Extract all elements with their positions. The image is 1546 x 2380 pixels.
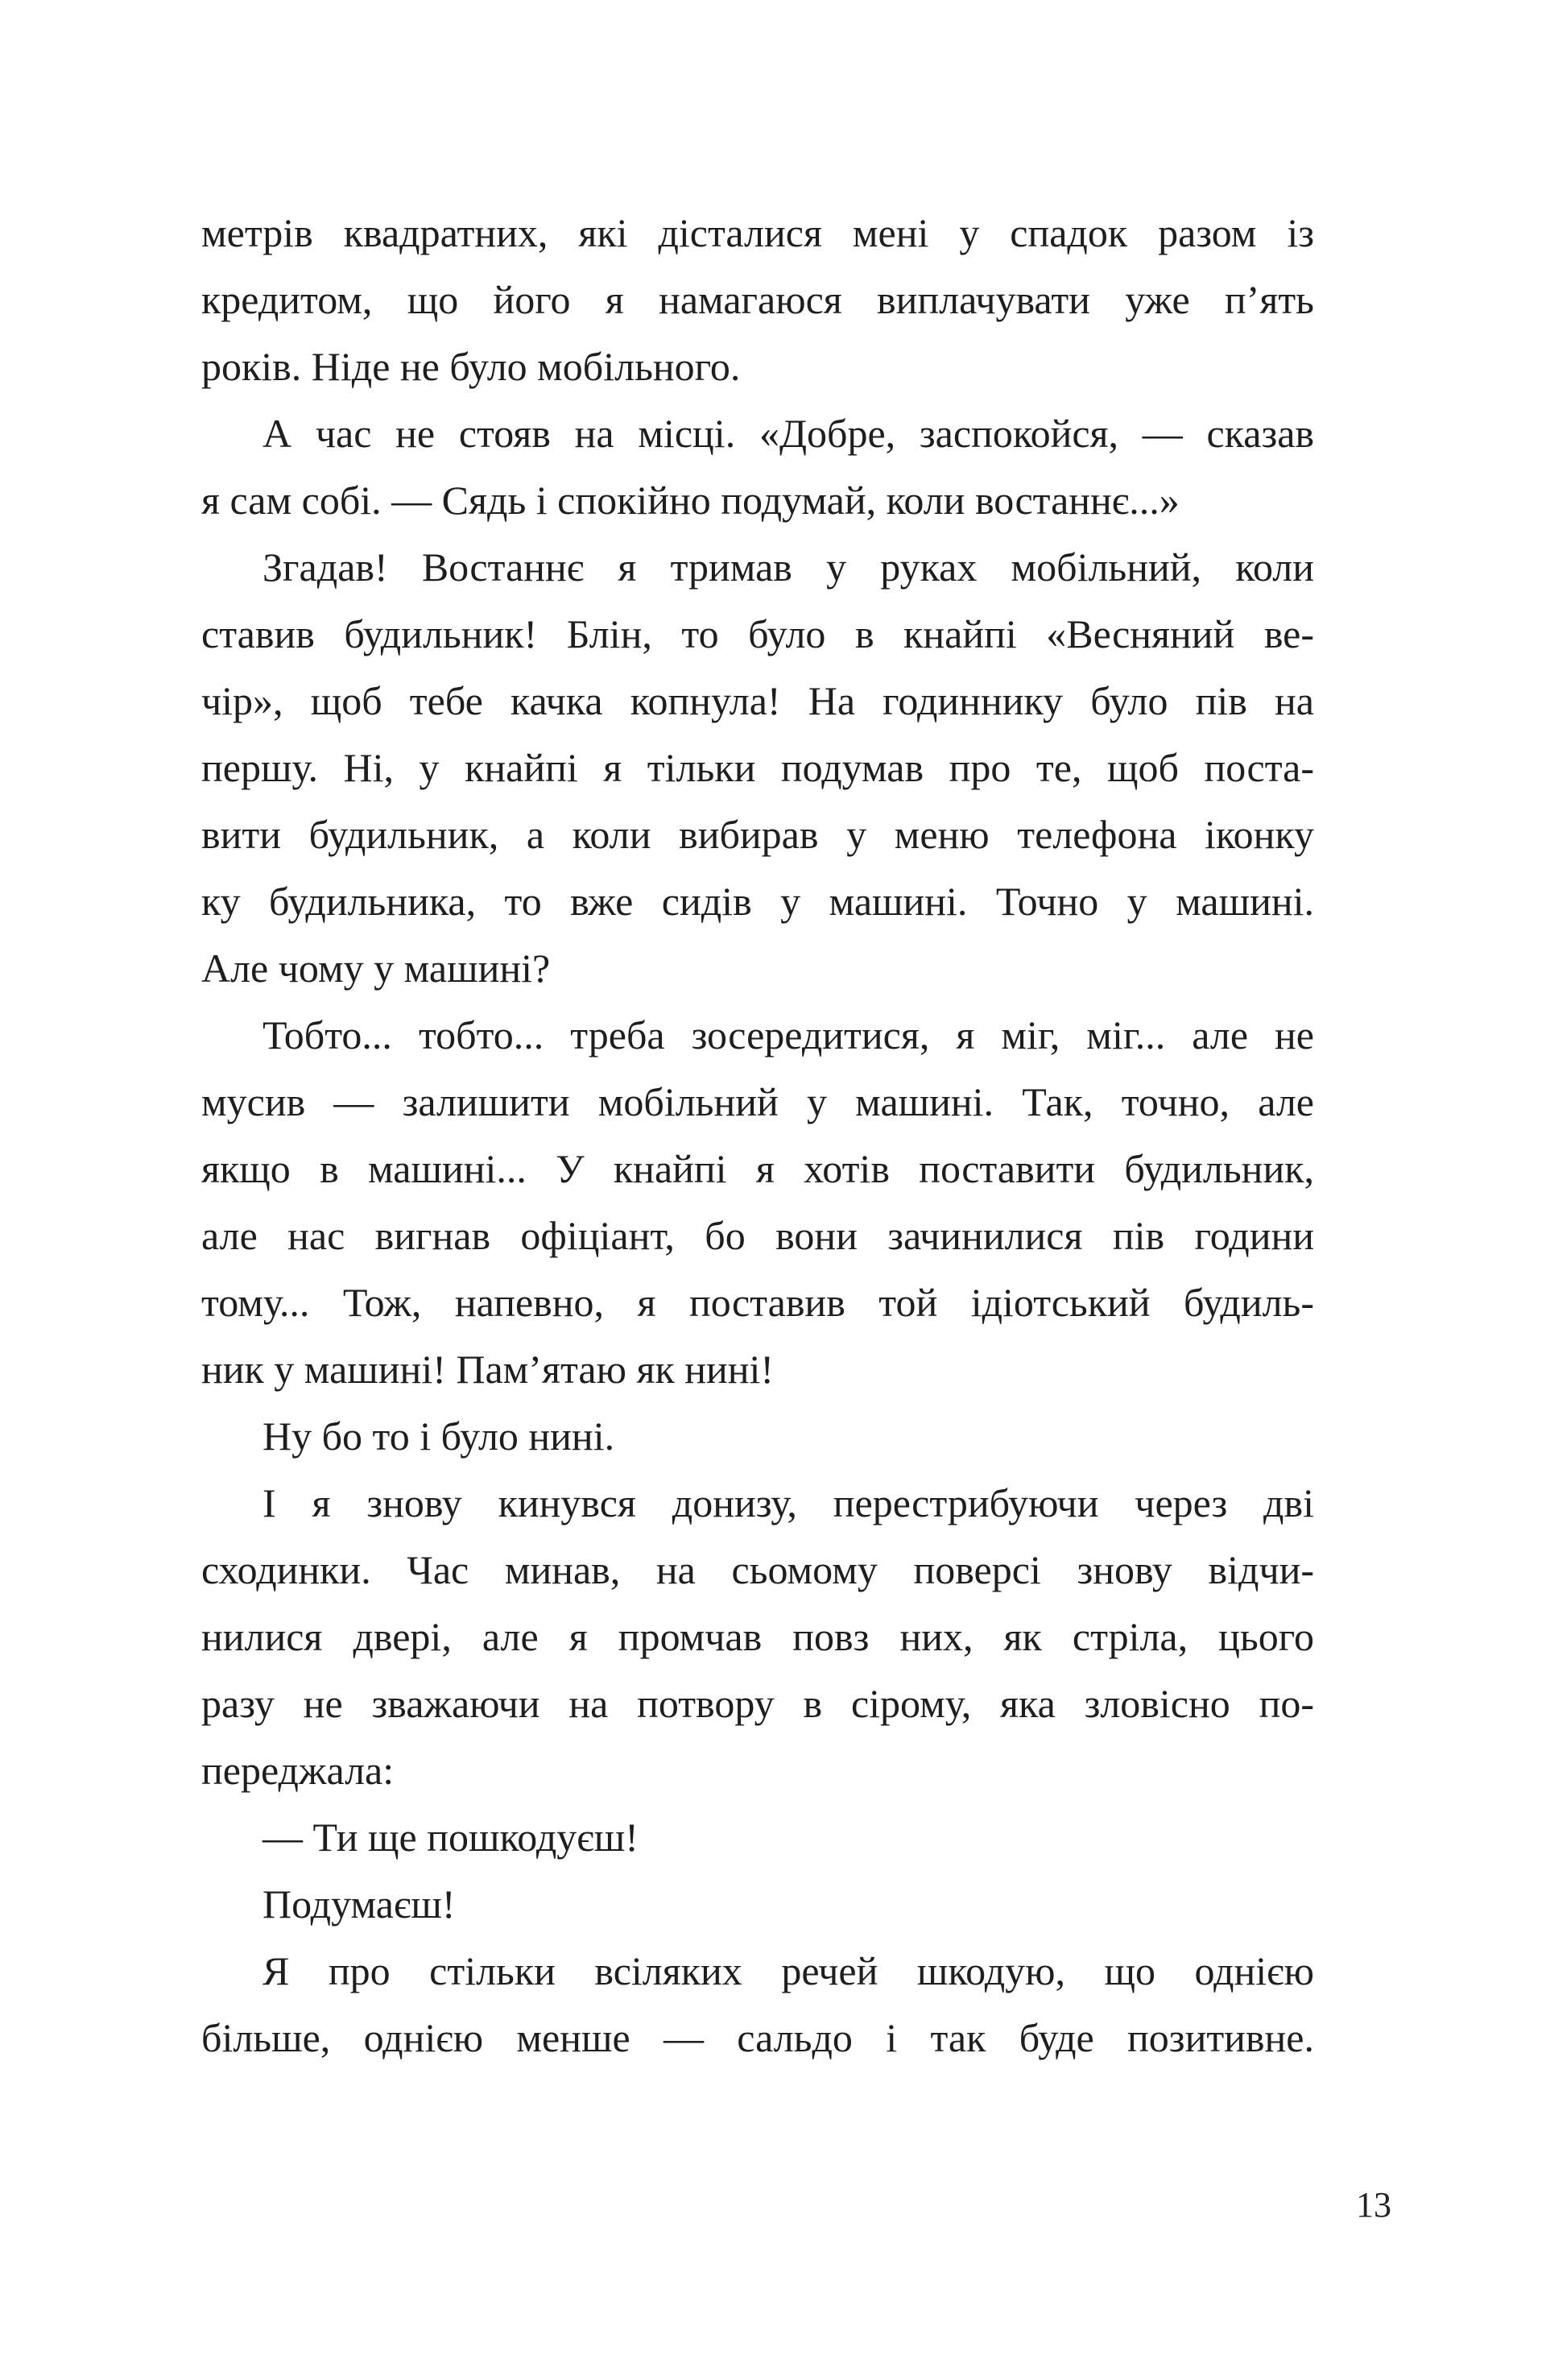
text-line: разу не зважаючи на потвору в сірому, яка зловісно по- <box>201 1681 1314 1726</box>
text-line: років. Ніде не було мобільного. <box>201 344 741 389</box>
text-line: я сам собі. — Сядь і спокійно подумай, коли востаннє...» <box>201 478 1180 523</box>
text-line: Я про стільки всіляких речей шкодую, що однією <box>262 1948 1314 1993</box>
text-line: нилися двері, але я промчав повз них, як стріла, цього <box>201 1614 1314 1659</box>
text-line: Тобто... тобто... треба зосередитися, я міг, міг... але не <box>262 1012 1314 1058</box>
text-line: кредитом, що його я намагаюся виплачувати уже п’ять <box>201 277 1314 322</box>
text-line: якщо в машині... У кнайпі я хотів поставити будильник, <box>201 1146 1314 1191</box>
body-text <box>201 200 1314 2072</box>
text-line: метрів квадратних, які дісталися мені у спадок разом із <box>201 210 1314 255</box>
text-line: сходинки. Час минав, на сьомому поверсі знову відчи- <box>201 1547 1314 1592</box>
text-line: ник у машині! Пам’ятаю як нині! <box>201 1347 775 1392</box>
text-line: більше, однією менше — сальдо і так буде позитивне. <box>201 2015 1314 2060</box>
text-line: Подумаєш! <box>262 1881 456 1927</box>
text-line: І я знову кинувся донизу, перестрибуючи через дві <box>262 1480 1314 1525</box>
text-line: ставив будильник! Блін, то було в кнайпі «Весняний ве- <box>201 611 1314 656</box>
text-line: вити будильник, а коли вибирав у меню телефона іконку <box>201 812 1314 857</box>
text-line: переджала: <box>201 1748 395 1793</box>
text-line: мусив — залишити мобільний у машині. Так, точно, але <box>201 1079 1314 1124</box>
text-line: першу. Ні, у кнайпі я тільки подумав про те, щоб поста- <box>201 745 1314 790</box>
text-line: але нас вигнав офіціант, бо вони зачинилися пів години <box>201 1213 1314 1258</box>
text-line: Ну бо то і було нині. <box>262 1414 615 1459</box>
page-number: 13 <box>1356 2185 1391 2225</box>
text-line: — Ти ще пошкодуєш! <box>262 1815 639 1860</box>
text-line: А час не стояв на місці. «Добре, заспокойся, — сказав <box>262 411 1314 456</box>
text-line: Але чому у машині? <box>201 946 551 991</box>
text-line: чір», щоб тебе качка копнула! На годиннику було пів на <box>201 678 1314 723</box>
text-line: ку будильника, то вже сидів у машині. Точно у машині. <box>201 879 1314 924</box>
text-line: тому... Тож, напевно, я поставив той ідіотський будиль- <box>201 1280 1314 1325</box>
text-line: Згадав! Востаннє я тримав у руках мобільний, коли <box>262 544 1314 590</box>
